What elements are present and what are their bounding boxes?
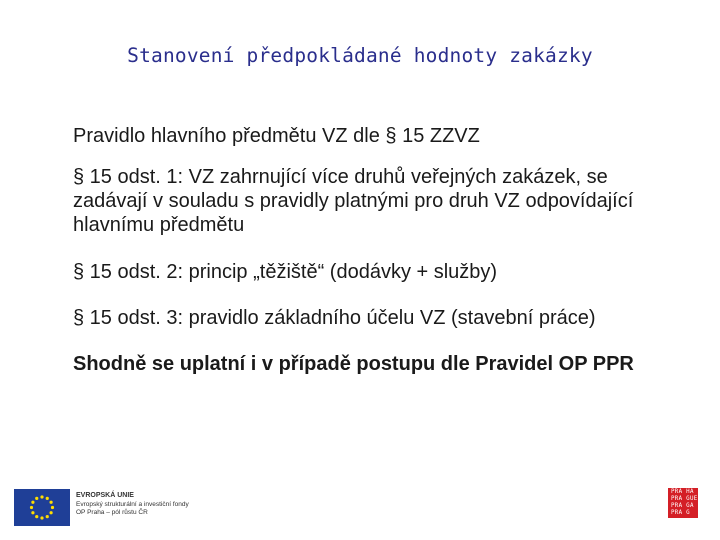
eu-caption: [76, 492, 189, 518]
eu-flag-icon: [14, 489, 70, 526]
paragraph-odst-3: § 15 odst. 3: pravidlo základního účelu VZ (stavební práce): [73, 307, 596, 329]
praha-logo-line: PRA G: [671, 510, 690, 516]
slide-title: Stanovení předpokládané hodnoty zakázky: [127, 44, 593, 67]
section-heading: Pravidlo hlavního předmětu VZ dle § 15 ZZVZ: [73, 125, 480, 147]
eu-fund-line: Evropský strukturální a investiční fondy: [76, 500, 189, 508]
paragraph-odst-2: § 15 odst. 2: princip „těžiště“ (dodávky + služby): [73, 261, 498, 283]
eu-program-line: OP Praha – pól růstu ČR: [76, 509, 148, 516]
praha-logo-line: PRA GUE: [671, 496, 698, 502]
eu-funding-logo: [14, 489, 189, 526]
paragraph-odst-1: § 15 odst. 1: VZ zahrnující více druhů veřejných zakázek, se zadávají v souladu s pravidly platnými pro druh VZ odpovídající hlavnímu předmětu: [73, 166, 634, 236]
praha-logo-icon: [668, 488, 698, 518]
praha-logo-line: PRA HA: [671, 489, 694, 495]
slide-content: [73, 124, 673, 376]
praha-logo-line: PRA GA: [671, 503, 694, 509]
eu-name: EVROPSKÁ UNIE: [76, 492, 134, 499]
closing-statement: Shodně se uplatní i v případě postupu dle Pravidel OP PPR: [73, 353, 634, 375]
